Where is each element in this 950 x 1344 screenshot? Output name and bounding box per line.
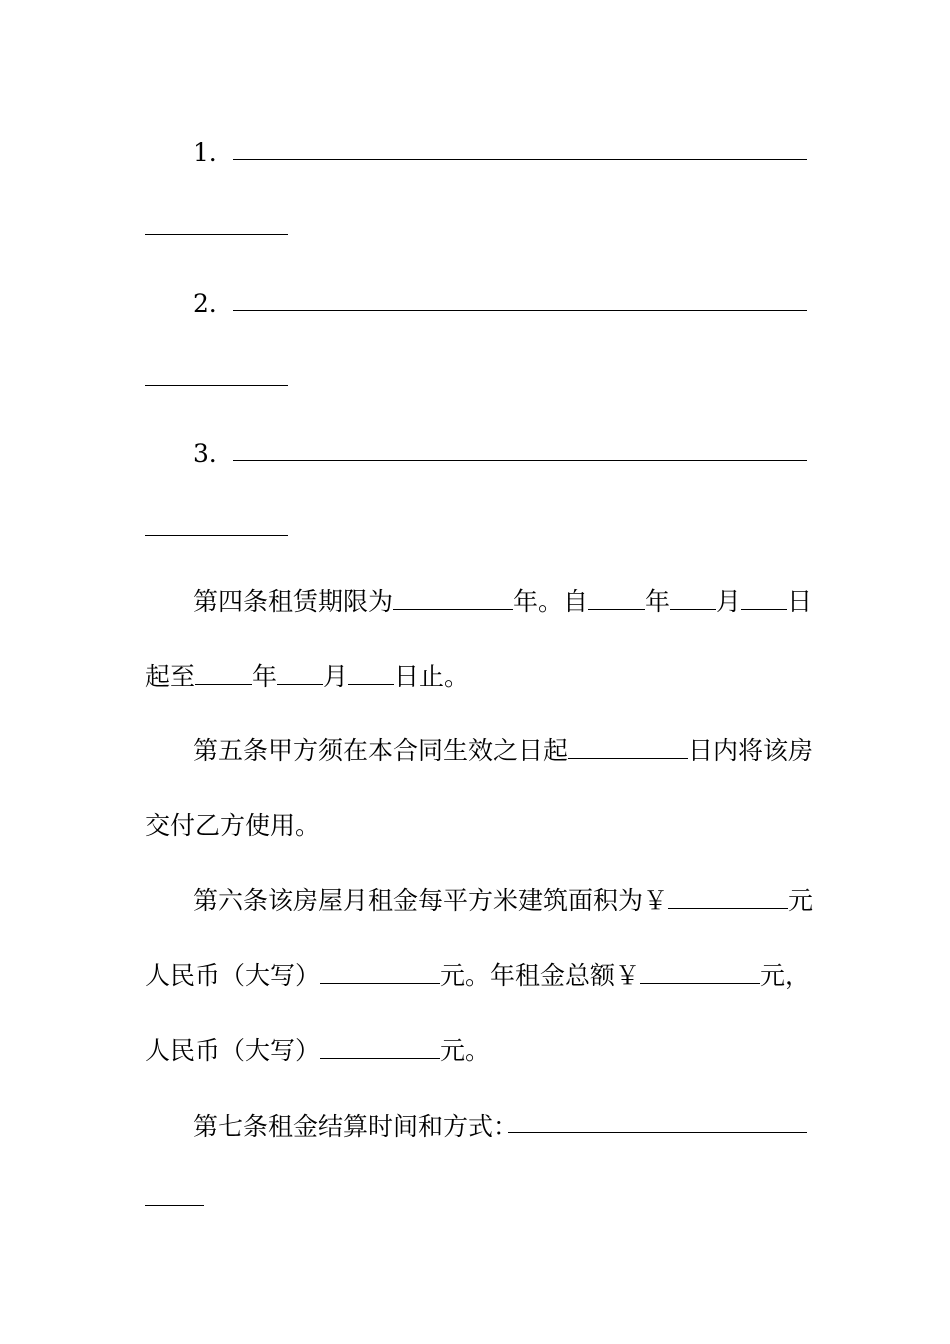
annual-rent-words-blank — [320, 1036, 440, 1059]
article-6-text-a: 第六条该房屋月租金每平方米建筑面积为￥ — [193, 886, 669, 915]
article-4-text-i: 日止。 — [394, 662, 470, 691]
article-6-text-f: 人民币（大写） — [145, 1036, 321, 1065]
end-year-blank — [195, 662, 252, 685]
delivery-days-blank — [568, 736, 688, 759]
monthly-rent-words-blank — [320, 961, 440, 984]
annual-rent-blank — [640, 961, 760, 984]
lease-years-blank — [393, 587, 513, 610]
article-6-line-1 — [193, 884, 813, 918]
article-5-text-b: 日内将该房 — [688, 736, 814, 765]
article-4-line-1 — [193, 585, 812, 619]
payment-method-blank — [508, 1132, 807, 1133]
article-6-line-2 — [145, 959, 810, 993]
article-5-text-a: 第五条甲方须在本合同生效之日起 — [193, 736, 569, 765]
article-4-text-e: 日 — [787, 587, 813, 616]
item-3-blank-continuation — [145, 535, 288, 536]
article-6-text-b: 元 — [788, 886, 814, 915]
article-6-line-3 — [145, 1034, 490, 1068]
article-4-text-h: 月 — [323, 662, 349, 691]
article-5-line-2: 交付乙方使用。 — [145, 811, 321, 840]
article-4-text-b: 年。自 — [513, 587, 589, 616]
article-4-text-f: 起至 — [145, 662, 196, 691]
item-1-blank-continuation — [145, 234, 288, 235]
start-year-blank — [588, 587, 645, 610]
item-2-blank — [233, 310, 807, 311]
item-2-number: 2． — [193, 289, 234, 318]
article-4-line-2 — [145, 660, 469, 694]
start-day-blank — [741, 587, 787, 610]
article-6-text-g: 元。 — [440, 1036, 491, 1065]
article-4-text-c: 年 — [645, 587, 671, 616]
end-day-blank — [348, 662, 394, 685]
payment-method-blank-continuation — [145, 1205, 204, 1206]
article-5-line-1 — [193, 734, 813, 768]
end-month-blank — [277, 662, 323, 685]
article-6-text-e: 元， — [760, 961, 811, 990]
item-1-blank — [233, 159, 807, 160]
article-4-text-a: 第四条租赁期限为 — [193, 587, 394, 616]
monthly-rent-blank — [668, 886, 788, 909]
article-4-text-g: 年 — [252, 662, 278, 691]
article-6-text-c: 人民币（大写） — [145, 961, 321, 990]
item-3-blank — [233, 460, 807, 461]
article-6-text-d: 元。年租金总额￥ — [440, 961, 641, 990]
article-4-text-d: 月 — [716, 587, 742, 616]
start-month-blank — [670, 587, 716, 610]
item-1-number: 1． — [193, 138, 234, 167]
item-3-number: 3． — [193, 439, 234, 468]
item-2-blank-continuation — [145, 385, 288, 386]
article-7-line-1: 第七条租金结算时间和方式： — [193, 1112, 519, 1141]
